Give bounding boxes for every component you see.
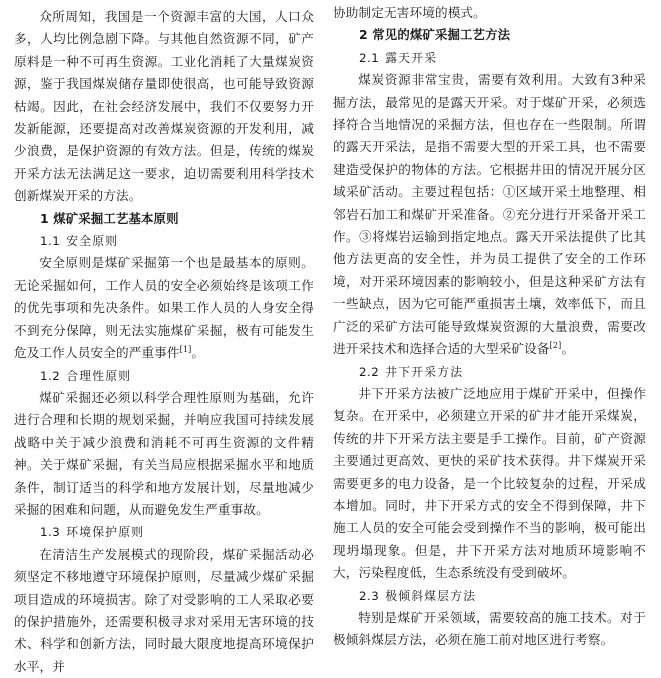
steep-seam-paragraph: 特别是煤矿开采领域，需要较高的施工技术。对于极倾斜煤层方法，必须在施工前对地区进行考察。 xyxy=(333,609,646,648)
section-heading-2: 2 常见的煤矿采掘工艺方法 xyxy=(359,27,511,43)
left-column xyxy=(14,6,314,678)
intro-paragraph: 众所周知，我国是一个资源丰富的大国，人口众多，人均比例急剧下降。与其他自然资源不同，矿产原料是一种不可再生资源。工业化消耗了大量煤炭资源，鉴于我国煤炭储存量即使很高，也可能导致资源枯竭。因此，在社会经济发展中，我们不仅要努力开发新能源，还要提高对改善煤炭资源的开发利用，减少浪费，是保护资源的有效方法。但是，传统的煤炭开采方法无法满足这一要求，迫切需要利用科学技术创新煤炭开采的方法。 xyxy=(14,9,314,204)
subsection-number: 2.2 xyxy=(359,364,380,379)
citation-ref: [2] xyxy=(549,341,562,351)
paragraph-end: 。 xyxy=(191,345,205,361)
subsection-number: 1.1 xyxy=(40,234,61,249)
subsection-heading-2-2 xyxy=(333,361,646,383)
paragraph-end: 。 xyxy=(561,341,575,357)
open-pit-paragraph xyxy=(333,69,646,360)
subsection-heading-1-2 xyxy=(14,365,314,387)
subsection-number: 1.2 xyxy=(40,368,61,383)
subsection-title: 合理性原则 xyxy=(66,368,132,383)
subsection-heading-2-1 xyxy=(333,47,646,69)
paragraph-text: 煤炭资源非常宝贵，需要有效利用。大致有3种采掘方法，最常见的是露天开采。对于煤矿开采，必须选择符合当地情况的采掘方法，但也存在一些限制。所谓的露天开采法，是指不需要大型的开采工具，也不需要建造受保护的物体的方法。它根据井田的情况开展分区域采矿活动。主要过程包括：①区域开采土地整理、相邻岩石加工和煤矿开采准备。②充分进行开采备开采工作。③将煤岩运输到指定地点。露天开采法提供了比其他方法更高的安全性，并为员工提供了安全的工作环境，对开采环境因素的影响较小，但是这种采矿方法有一些缺点，因为它可能严重损害土壤，效率低下，而且广泛的采矿方法可能导致煤炭资源的大量浪费，需要改进开采技术和选择合适的大型采矿设备 xyxy=(333,72,646,357)
subsection-heading-1-1 xyxy=(14,230,314,252)
subsection-title: 安全原则 xyxy=(66,234,119,249)
environment-paragraph: 在清洁生产发展模式的现阶段，煤矿采掘活动必须坚定不移地遵守环境保护原则，尽量减少煤矿采掘项目造成的环境损害。除了对受影响的工人采取必要的保护措施外，还需要积极寻求对采用无害环境的技术、科学和创新方法，同时最大限度地提高环境保护水平，并 xyxy=(14,546,314,674)
subsection-title: 环境保护原则 xyxy=(66,525,145,540)
right-column xyxy=(333,2,646,652)
subsection-heading-1-3 xyxy=(14,521,314,543)
citation-ref: [1] xyxy=(179,345,192,355)
subsection-title: 露天开采 xyxy=(385,50,438,65)
rationality-paragraph: 煤矿采掘还必须以科学合理性原则为基础，允许进行合理和长期的规划采掘，并响应我国可持续发展战略中关于减少浪费和消耗不可再生资源的文件精神。关于煤矿采掘，有关当局应根据采掘水平和地质条件，制订适当的科学和地方发展计划，尽量地减少采掘的困难和问题，从而避免发生严重事故。 xyxy=(14,389,314,517)
subsection-number: 1.3 xyxy=(40,525,61,540)
underground-paragraph: 井下开采方法被广泛地应用于煤矿开采中，但操作复杂。在开采中，必须建立开采的矿井才能开采煤炭，传统的井下开采方法主要是手工操作。目前，矿产资源主要通过更高效、更快的采矿技术获得。井下煤炭开采需要更多的电力设备，是一个比较复杂的过程，开采成本增加。同时，井下开采方式的安全不得到保障，井下施工人员的安全可能会受到操作不当的影响，极可能出现坍塌现象。但是，井下开采方法对地质环境影响不大，污染程度低，生态系统没有受到破坏。 xyxy=(333,385,646,581)
safety-paragraph xyxy=(14,252,314,364)
section-heading-1: 1 煤矿采掘工艺基本原则 xyxy=(40,210,179,226)
subsection-title: 极倾斜煤层方法 xyxy=(385,588,477,603)
subsection-heading-2-3 xyxy=(333,585,646,607)
subsection-number: 2.1 xyxy=(359,50,380,65)
paragraph-text: 安全原则是煤矿采掘第一个也是最基本的原则。无论采掘如何，工作人员的安全必须始终是该项工作的优先事项和先决条件。如果工作人员的人身安全得不到充分保障，则无法实施煤矿采掘，极有可能发生危及工作人员安全的严重事件 xyxy=(14,255,314,361)
continued-paragraph: 协助制定无害环境的模式。 xyxy=(333,5,486,20)
subsection-number: 2.3 xyxy=(359,588,380,603)
subsection-title: 井下开采方法 xyxy=(385,364,464,379)
